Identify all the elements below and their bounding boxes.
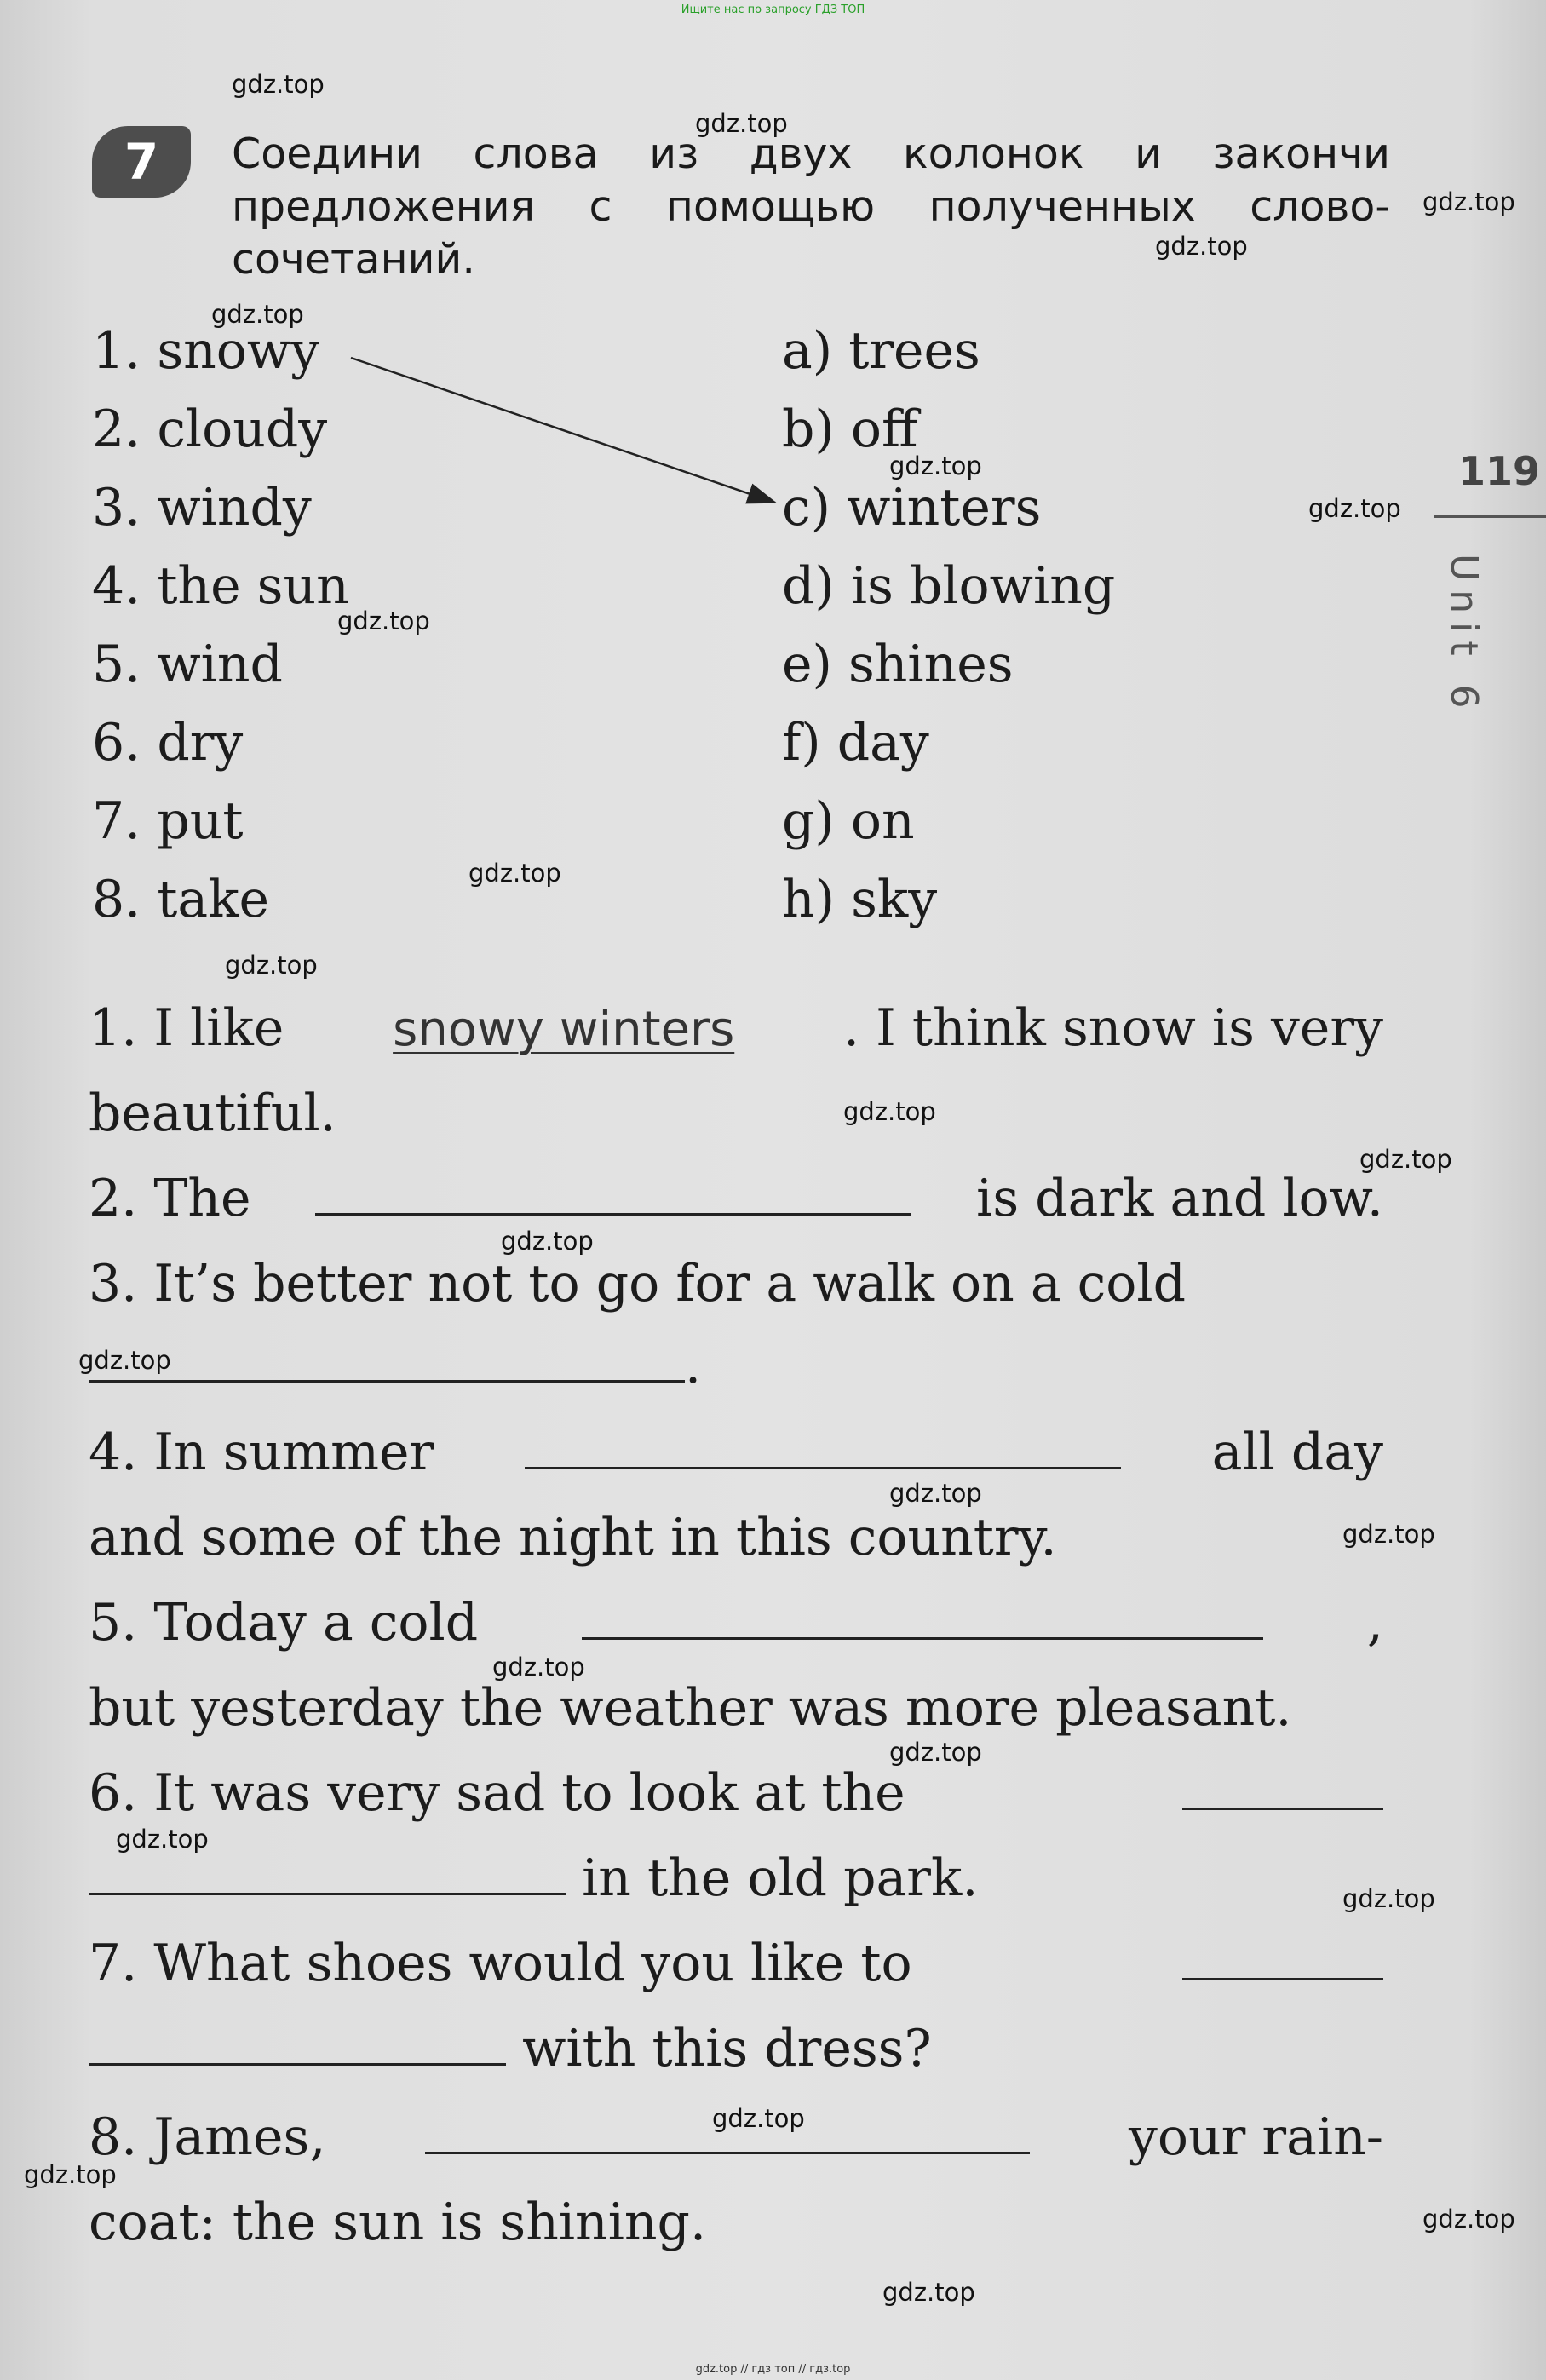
right-item: c) winters — [782, 478, 1042, 538]
unit-label: Unit 6 — [1442, 554, 1486, 717]
exercise-number-badge: 7 — [92, 126, 191, 198]
sentence-6: 6. It was very sad to look at the — [89, 1763, 1383, 1823]
answer-blank[interactable] — [425, 2151, 1030, 2154]
sentence-1-cont: beautiful. — [89, 1084, 336, 1143]
sentence-5: 5. Today a cold , — [89, 1593, 1383, 1653]
left-item: 7. put — [92, 791, 244, 851]
watermark: gdz.top — [492, 1653, 585, 1682]
answer-blank[interactable] — [89, 1892, 566, 1895]
sentence-4-cont: and some of the night in this country. — [89, 1508, 1057, 1567]
watermark: gdz.top — [468, 859, 561, 888]
watermark: gdz.top — [1155, 232, 1248, 261]
right-item: d) is blowing — [782, 556, 1116, 616]
watermark: gdz.top — [116, 1825, 209, 1854]
watermark: gdz.top — [337, 606, 430, 635]
watermark: gdz.top — [889, 1738, 982, 1767]
sentence-8: 8. James, your rain- — [89, 2107, 1383, 2167]
watermark: gdz.top — [1359, 1145, 1452, 1174]
sentence-5-cont: but yesterday the weather was more pleasant. — [89, 1678, 1292, 1738]
left-item: 6. dry — [92, 713, 244, 773]
sentence-6-cont: in the old park. — [89, 1848, 1383, 1908]
right-item: g) on — [782, 791, 915, 851]
answer-blank[interactable] — [89, 2062, 506, 2066]
right-item: f) day — [782, 713, 929, 773]
watermark: gdz.top — [501, 1227, 594, 1256]
right-item: b) off — [782, 400, 918, 459]
left-item: 2. cloudy — [92, 400, 328, 459]
sentence-2: 2. The is dark and low. — [89, 1169, 1383, 1228]
watermark: gdz.top — [712, 2104, 805, 2133]
left-item: 3. windy — [92, 478, 312, 538]
answer-blank[interactable] — [1182, 1977, 1383, 1980]
top-search-note: Ищите нас по запросу ГДЗ ТОП — [681, 3, 865, 16]
sentence-7-cont: with this dress? — [89, 2019, 1383, 2078]
sentence-7: 7. What shoes would you like to — [89, 1934, 1383, 1993]
watermark: gdz.top — [695, 109, 788, 138]
watermark: gdz.top — [225, 951, 318, 980]
watermark: gdz.top — [1422, 2205, 1515, 2233]
watermark: gdz.top — [78, 1346, 171, 1375]
left-item: 8. take — [92, 870, 270, 929]
watermark: gdz.top — [882, 2278, 975, 2307]
answer-blank[interactable] — [582, 1636, 1263, 1640]
bottom-note: gdz.top // гдз топ // гдз.top — [695, 2363, 851, 2376]
page-number: 119 — [1458, 448, 1541, 494]
sentence-4: 4. In summer all day — [89, 1423, 1383, 1482]
right-item: a) trees — [782, 321, 980, 381]
left-item: 1. snowy — [92, 321, 320, 381]
watermark: gdz.top — [1308, 494, 1401, 523]
handwritten-answer: snowy winters — [393, 1002, 735, 1057]
watermark: gdz.top — [232, 70, 325, 99]
watermark: gdz.top — [1342, 1520, 1435, 1549]
sentence-3-cont: . — [89, 1336, 1383, 1395]
watermark: gdz.top — [843, 1097, 936, 1126]
answer-blank[interactable] — [89, 1379, 685, 1383]
answer-blank[interactable] — [525, 1466, 1121, 1469]
left-item: 5. wind — [92, 635, 283, 694]
left-item: 4. the sun — [92, 556, 349, 616]
sentence-3: 3. It’s better not to go for a walk on a cold — [89, 1254, 1187, 1314]
watermark: gdz.top — [211, 300, 304, 329]
watermark: gdz.top — [24, 2160, 117, 2189]
watermark: gdz.top — [889, 1479, 982, 1508]
sentence-1: 1. I like snowy winters . I think snow is very — [89, 998, 1383, 1058]
exercise-instruction: Соедини слова из двух колонок и закончи предложения с помощью полученных слово-сочетаний. — [232, 129, 1390, 284]
answer-blank[interactable] — [1182, 1807, 1383, 1810]
watermark: gdz.top — [1342, 1884, 1435, 1913]
answer-blank[interactable] — [315, 1212, 911, 1216]
right-item: h) sky — [782, 870, 938, 929]
right-item: e) shines — [782, 635, 1014, 694]
sentence-8-cont: coat: the sun is shining. — [89, 2193, 707, 2252]
watermark: gdz.top — [889, 451, 982, 480]
watermark: gdz.top — [1422, 187, 1515, 216]
